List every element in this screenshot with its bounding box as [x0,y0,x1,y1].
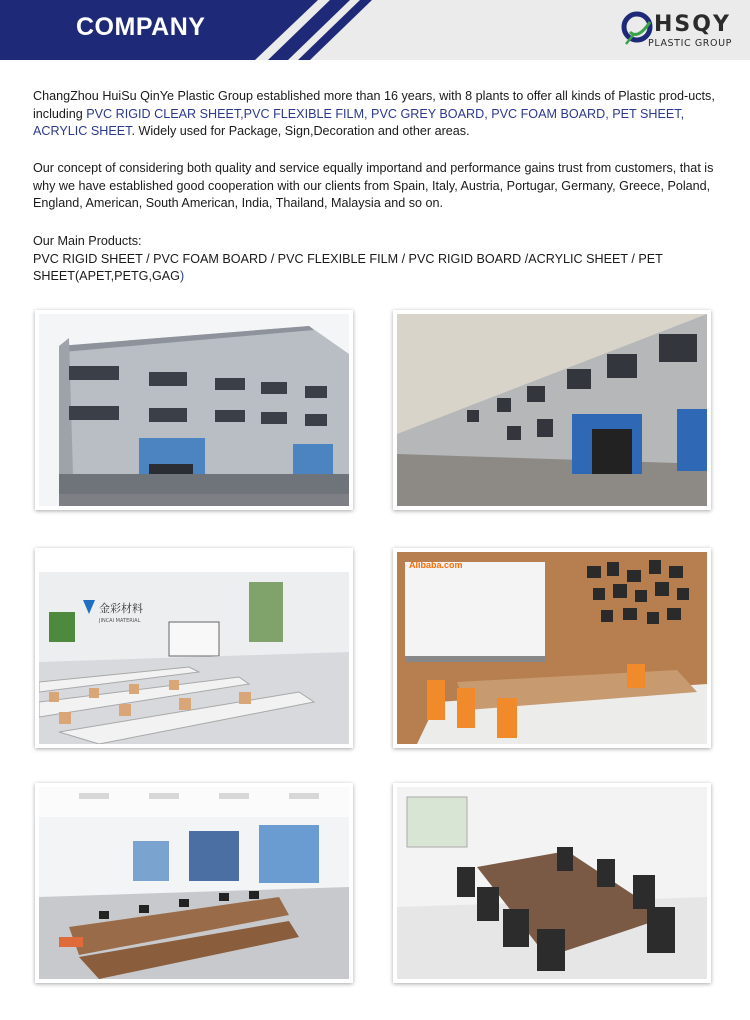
header-band [0,0,750,60]
intro-text-end: . Widely used for Package, Sign,Decoration and other areas. [131,124,470,139]
photo-conference-room [393,783,711,983]
logo-name: HSQY [654,12,731,37]
logo-subtitle: PLASTIC GROUP [648,38,732,49]
photo-factory-side [393,310,711,510]
intro-products-highlight: PVC RIGID CLEAR SHEET,PVC FLEXIBLE FILM, PVC GREY BOARD, PVC FOAM BOARD, PET SHEET, ACRYLIC SHEET [33,106,685,139]
photo-meeting-room [393,548,711,748]
products-list-closing: ) [179,269,185,284]
intro-paragraph [33,88,723,141]
products-list: PVC RIGID SHEET / PVC FOAM BOARD / PVC FLEXIBLE FILM / PVC RIGID BOARD /ACRYLIC SHEET / PET SHEET(APET,PETG,GAG [33,251,663,284]
showroom-sign: 金彩材料 [99,602,143,615]
photo-office [35,783,353,983]
intro-text: ChangZhou HuiSu QinYe Plastic Group established more than 16 years, with 8 plants to offer all kinds of Plastic prod-ucts, including [33,89,715,121]
photo-factory-front [35,310,353,510]
showroom-sign-sub: JINCAI MATERIAL [99,618,141,624]
alibaba-brand: Alibaba.com [409,560,463,570]
photo-showroom [35,548,353,748]
products-section [33,233,733,286]
products-heading: Our Main Products: [33,234,142,248]
page-title: COMPANY [76,13,206,41]
company-logo [620,10,735,52]
concept-paragraph: Our concept of considering both quality and service equally importand and performance gains trust from customers, that is why we have established good cooperation with our clients from Spain, Italy, Austria, Portugar, Germany, Greece, Poland, England, American, South American, India, Thailand, Malaysia and so on. [33,161,714,211]
